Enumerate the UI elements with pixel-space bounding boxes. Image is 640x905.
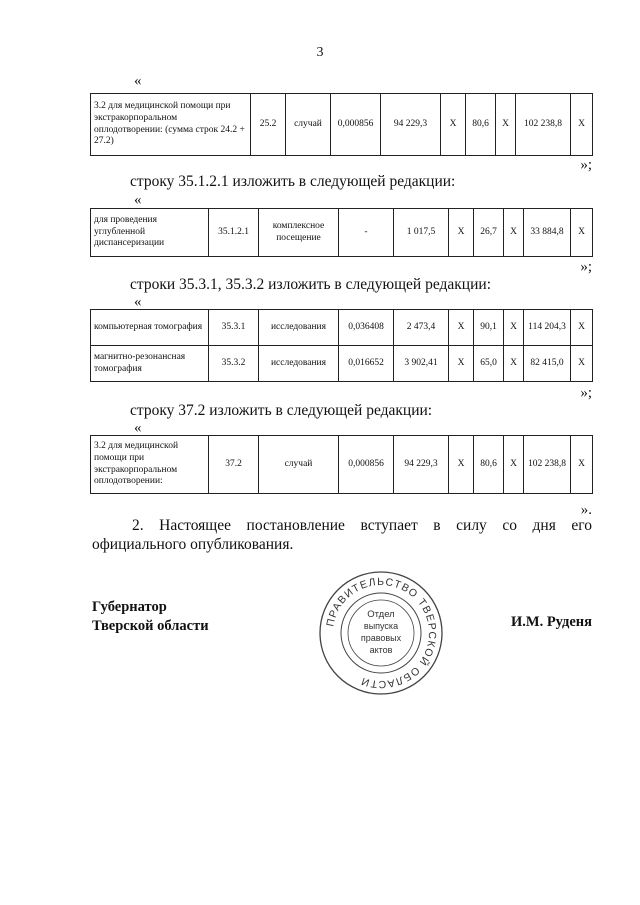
row-x3: X (571, 94, 593, 156)
quote-open: « (134, 73, 142, 89)
row-name: компьютерная томография (91, 310, 209, 346)
row-code: 35.3.2 (209, 346, 259, 382)
row-code: 35.3.1 (209, 310, 259, 346)
row-x3: X (571, 209, 593, 257)
row-unit: исследования (259, 346, 339, 382)
row-x1: X (441, 94, 466, 156)
row-total: 102 238,8 (516, 94, 571, 156)
stamp-center-line1: Отдел (367, 609, 395, 620)
row-cost: 2 473,4 (394, 310, 449, 346)
row-value: 90,1 (474, 310, 504, 346)
table-row (91, 346, 593, 382)
instruction-line: строки 35.3.1, 35.3.2 изложить в следующей редакции: (130, 276, 492, 293)
row-x1: X (449, 209, 474, 257)
row-total: 33 884,8 (524, 209, 571, 257)
row-total: 114 204,3 (524, 310, 571, 346)
row-x1: X (449, 346, 474, 382)
quote-close: »; (580, 385, 592, 401)
row-norm: 0,036408 (339, 310, 394, 346)
row-x2: X (496, 94, 516, 156)
row-cost: 94 229,3 (394, 436, 449, 494)
paragraph-effective-date: 2. Настоящее постановление вступает в силу со дня его официального опубликования. (92, 517, 592, 553)
amendment-table-2 (90, 208, 593, 257)
signature-title-line2: Тверской области (92, 618, 209, 634)
amendment-table-3 (90, 309, 593, 382)
row-x2: X (504, 209, 524, 257)
row-x2: X (504, 310, 524, 346)
row-unit: комплексное посещение (259, 209, 339, 257)
table-row (91, 310, 593, 346)
stamp-center-line4: актов (369, 645, 393, 655)
signature-title (92, 598, 209, 636)
row-value: 80,6 (474, 436, 504, 494)
row-norm: 0,016652 (339, 346, 394, 382)
row-unit: случай (286, 94, 331, 156)
quote-open: « (134, 420, 142, 436)
row-value: 80,6 (466, 94, 496, 156)
instruction-line: строку 37.2 изложить в следующей редакции: (130, 402, 433, 419)
amendment-table-1 (90, 93, 593, 156)
row-total: 82 415,0 (524, 346, 571, 382)
row-name: для проведения углубленной диспансеризации (91, 209, 209, 257)
row-code: 35.1.2.1 (209, 209, 259, 257)
row-x2: X (504, 346, 524, 382)
official-stamp (318, 570, 444, 696)
quote-close: »; (580, 259, 592, 275)
row-x1: X (449, 310, 474, 346)
signature-title-line1: Губернатор (92, 599, 167, 615)
stamp-center-line2: выпуска (363, 621, 399, 631)
row-unit: исследования (259, 310, 339, 346)
row-norm: 0,000856 (339, 436, 394, 494)
quote-close: »; (580, 157, 592, 173)
row-unit: случай (259, 436, 339, 494)
quote-close: ». (580, 502, 592, 518)
row-cost: 3 902,41 (394, 346, 449, 382)
row-cost: 94 229,3 (381, 94, 441, 156)
page-number: 3 (316, 45, 324, 60)
quote-open: « (134, 192, 142, 208)
row-name: магнитно-резонансная томография (91, 346, 209, 382)
instruction-line: строку 35.1.2.1 изложить в следующей редакции: (130, 173, 456, 190)
row-norm: 0,000856 (331, 94, 381, 156)
row-x3: X (571, 346, 593, 382)
row-value: 65,0 (474, 346, 504, 382)
row-x3: X (571, 436, 593, 494)
row-code: 37.2 (209, 436, 259, 494)
amendment-table-4 (90, 435, 593, 494)
table-row (91, 436, 593, 494)
row-name: 3.2 для медицинской помощи при экстракорпоральном оплодотворении: (91, 436, 209, 494)
quote-open: « (134, 294, 142, 310)
row-x2: X (504, 436, 524, 494)
stamp-center-line3: правовых (360, 633, 402, 643)
stamp-ring-textpath: ПРАВИТЕЛЬСТВО ТВЕРСКОЙ ОБЛАСТИ (324, 575, 439, 691)
table-row (91, 94, 593, 156)
row-cost: 1 017,5 (394, 209, 449, 257)
table-row (91, 209, 593, 257)
row-total: 102 238,8 (524, 436, 571, 494)
row-x3: X (571, 310, 593, 346)
row-x1: X (449, 436, 474, 494)
row-value: 26,7 (474, 209, 504, 257)
signatory-name: И.М. Руденя (510, 614, 592, 630)
row-code: 25.2 (251, 94, 286, 156)
row-name: 3.2 для медицинской помощи при экстракорпоральном оплодотворении: (сумма строк 24.2 + 27.2) (91, 94, 251, 156)
row-norm: - (339, 209, 394, 257)
